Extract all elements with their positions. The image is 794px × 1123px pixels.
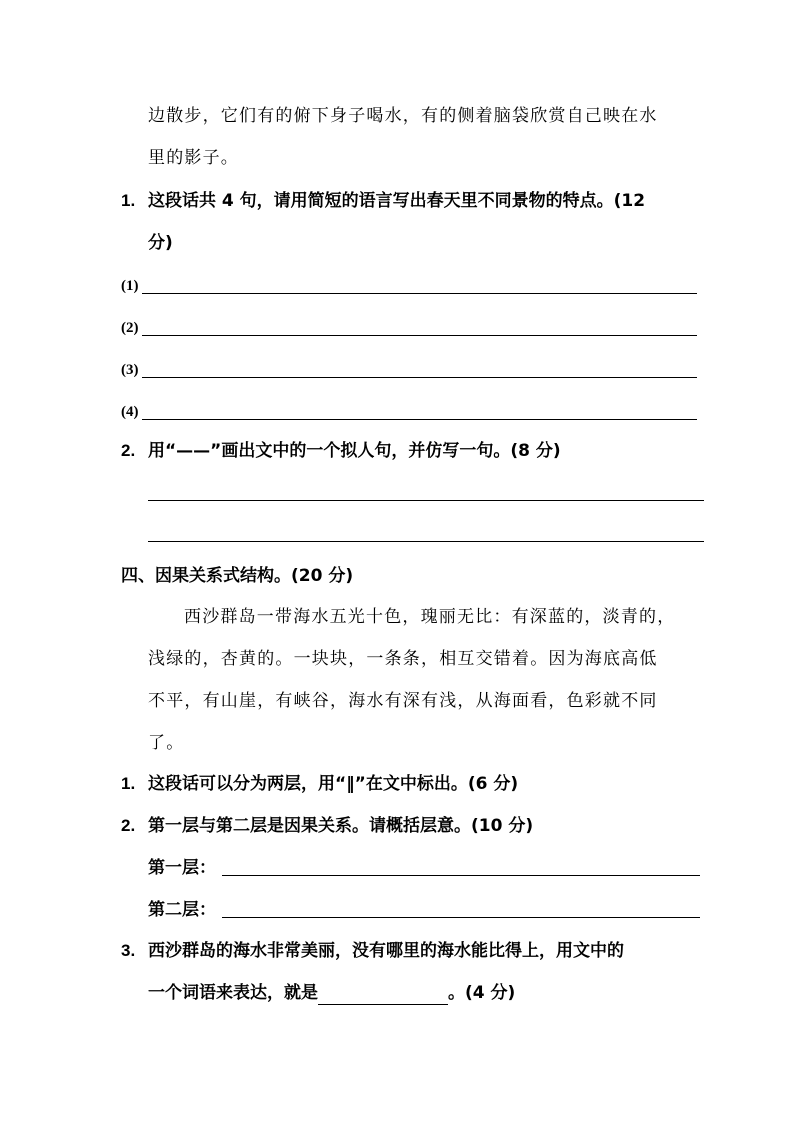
layer-2-label: 第二层： <box>148 900 216 920</box>
layer-1-answer-line[interactable] <box>222 875 700 876</box>
question-text: 西沙群岛的海水非常美丽，没有哪里的海水能比得上，用文中的 <box>148 941 624 961</box>
question-text: 这段话共 4 句，请用简短的语言写出春天里不同景物的特点。(12 <box>148 191 646 211</box>
section4-question-3 <box>121 939 624 963</box>
layer-2-answer-line[interactable] <box>222 917 700 918</box>
question-text: 一个词语来表达，就是 <box>148 983 318 1003</box>
passage-line: 边散步，它们有的俯下身子喝水，有的侧着脑袋欣赏自己映在水 <box>148 106 658 126</box>
answer-line[interactable] <box>148 541 704 542</box>
question-2 <box>121 439 561 463</box>
answer-line[interactable] <box>142 293 697 294</box>
question-1 <box>121 189 645 213</box>
question-text: 这段话可以分为两层，用“‖”在文中标出。(6 分) <box>148 774 519 794</box>
answer-label: (1) <box>121 278 139 294</box>
question-number: 2. <box>121 441 136 460</box>
layer-1-label: 第一层： <box>148 858 216 878</box>
answer-line[interactable] <box>142 335 697 336</box>
question-number: 1. <box>121 774 136 793</box>
passage-line: 了。 <box>148 733 185 753</box>
question-text: 。(4 分) <box>448 983 516 1003</box>
section4-question-1 <box>121 772 518 796</box>
question-text: 第一层与第二层是因果关系。请概括层意。(10 分) <box>148 816 534 836</box>
answer-label: (4) <box>121 404 139 420</box>
answer-line[interactable] <box>142 419 697 420</box>
passage-line: 浅绿的，杏黄的。一块块，一条条，相互交错着。因为海底高低 <box>148 649 658 669</box>
question-text: 用“——”画出文中的一个拟人句，并仿写一句。(8 分) <box>148 441 561 461</box>
section4-question-2 <box>121 814 533 838</box>
passage-line: 不平，有山崖，有峡谷，海水有深有浅，从海面看，色彩就不同 <box>148 691 658 711</box>
answer-label: (2) <box>121 320 139 336</box>
answer-line[interactable] <box>142 377 697 378</box>
question-number: 3. <box>121 941 136 960</box>
passage-line: 西沙群岛一带海水五光十色，瑰丽无比：有深蓝的，淡青的， <box>184 607 676 627</box>
answer-line[interactable] <box>148 500 704 501</box>
section-title: 四、因果关系式结构。(20 分) <box>121 566 354 586</box>
question-text-cont: 分) <box>148 233 173 253</box>
answer-label: (3) <box>121 362 139 378</box>
question-number: 1. <box>121 191 136 210</box>
question-number: 2. <box>121 816 136 835</box>
question-text-cont <box>148 981 515 1005</box>
fill-in-blank[interactable] <box>318 986 448 1005</box>
passage-line: 里的影子。 <box>148 148 239 168</box>
